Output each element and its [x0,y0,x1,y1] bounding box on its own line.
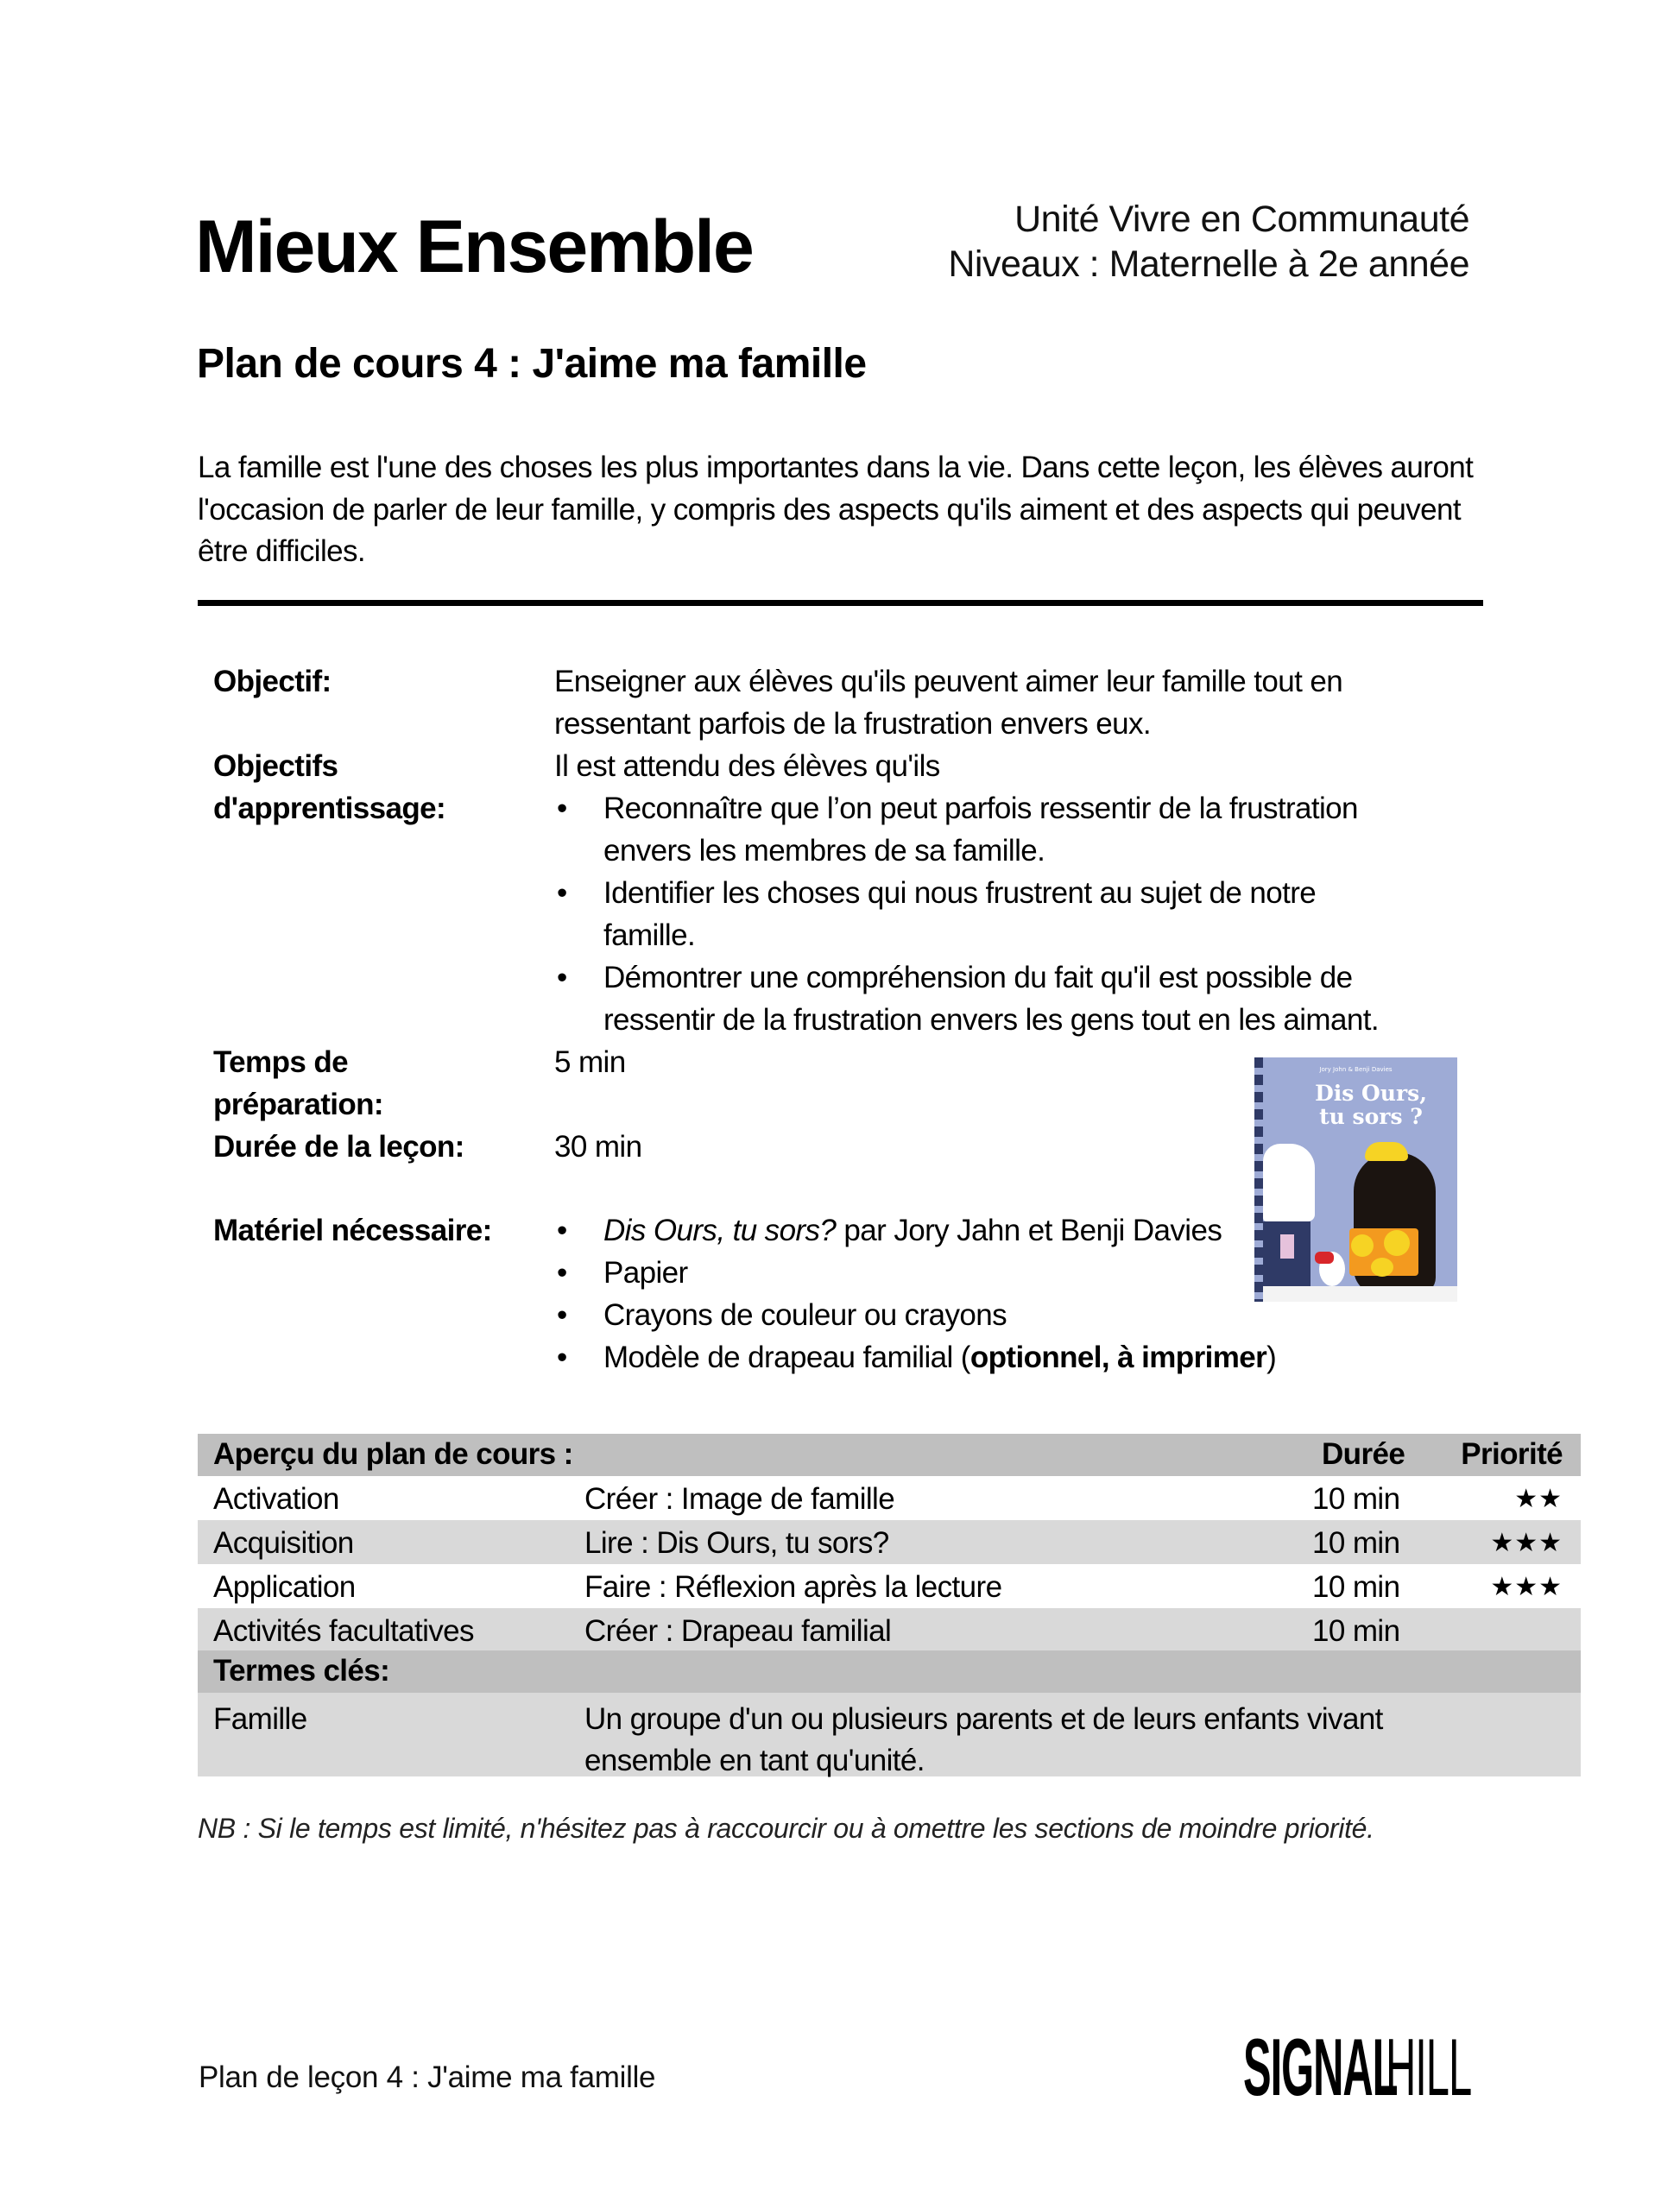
book-cover-title: Dis Ours, tu sors ? [1315,1081,1427,1129]
book-authors: Jory John & Benji Davies [1319,1066,1393,1073]
learning-intro: Il est attendu des élèves qu'ils [554,749,940,783]
prep-time-label-1: Temps de [213,1045,348,1079]
duration-cell: 10 min [1312,1614,1400,1648]
table-header-priority: Priorité [1461,1437,1563,1471]
phase-cell: Acquisition [213,1526,354,1560]
learning-objectives-label-1: Objectifs [213,749,338,783]
time-note: NB : Si le temps est limité, n'hésitez pas à raccourcir ou à omettre les sections de moindre priorité. [198,1813,1374,1844]
footer-lesson-label: Plan de leçon 4 : J'aime ma famille [199,2060,656,2094]
table-row [198,1476,1581,1520]
bullet-icon: • [557,792,567,825]
prep-time-value: 5 min [554,1045,626,1079]
lesson-overview-table [198,1434,1581,1776]
list-item-continuation: envers les membres de sa famille. [603,834,1045,868]
table-row [198,1608,1581,1650]
unit-name: Unité Vivre en Communauté [1014,199,1469,240]
signalhill-logo [1243,2022,1551,2112]
bullet-icon: • [557,1256,567,1290]
list-item: • Crayons de couleur ou crayons [554,1294,1276,1336]
priority-stars-icon: ★★ [1514,1484,1563,1514]
table-row [198,1520,1581,1564]
phase-cell: Activation [213,1482,339,1516]
priority-stars-icon: ★★★ [1490,1528,1563,1558]
definition-cell: Un groupe d'un ou plusieurs parents et de leurs enfants vivant ensemble en tant qu'unité. [584,1702,1383,1777]
logo-hill: HILL [1386,2022,1472,2112]
snowy-roof [1263,1144,1315,1221]
towel-dot [1351,1234,1374,1257]
list-item: • Identifier les choses qui nous frustrent au sujet de notre [554,872,1379,914]
term-cell: Famille [213,1702,307,1736]
prep-time-label-2: préparation: [213,1088,383,1121]
list-item: • Dis Ours, tu sors? par Jory Jahn et Benji Davies [554,1209,1276,1252]
learning-objectives-label-2: d'apprentissage: [213,792,446,825]
unit-info [948,197,1469,287]
logo-signal: SIGNAL [1243,2022,1398,2112]
objective-label: Objectif: [213,665,332,698]
phase-cell: Application [213,1570,356,1604]
list-item: • Papier [554,1252,1276,1294]
section-divider [198,600,1483,606]
house-window [1280,1234,1294,1259]
list-item: • Reconnaître que l’on peut parfois ressentir de la frustration [554,787,1379,830]
table-row [198,1564,1581,1608]
table-header-title: Aperçu du plan de cours : [213,1437,573,1471]
duration-cell: 10 min [1312,1570,1400,1604]
priority-stars-icon: ★★★ [1490,1572,1563,1602]
towel-dot [1384,1230,1410,1256]
learning-objectives-list [554,787,1379,1041]
chicken-scarf [1315,1252,1334,1264]
bullet-icon: • [557,1298,567,1332]
snow-ground [1263,1286,1457,1302]
list-item-continuation: ressentir de la frustration envers les gens tout en les aimant. [603,1003,1379,1037]
bullet-icon: • [557,876,567,910]
towel-dot [1371,1258,1393,1277]
duration-cell: 10 min [1312,1482,1400,1516]
bullet-icon: • [557,961,567,994]
lesson-duration-label: Durée de la leçon: [213,1130,464,1164]
duration-cell: 10 min [1312,1526,1400,1560]
bear-hat [1365,1142,1408,1161]
key-term-row [198,1693,1581,1776]
list-item-continuation: famille. [603,918,696,952]
key-terms-header-row [198,1650,1581,1693]
activity-cell: Faire : Réflexion après la lecture [584,1570,1002,1604]
materials-list [554,1209,1276,1379]
bullet-icon: • [557,1214,567,1247]
activity-cell: Créer : Image de famille [584,1482,895,1516]
intro-paragraph: La famille est l'une des choses les plus importantes dans la vie. Dans cette leçon, les élèves auront l'occasion de parler de leur famille, y compris des aspects qu'ils aiment et des aspects qui peuvent être difficiles. [198,451,1474,568]
bullet-icon: • [557,1341,567,1374]
list-item: • Modèle de drapeau familial (optionnel, à imprimer) [554,1336,1276,1379]
lesson-title: Plan de cours 4 : J'aime ma famille [197,341,867,387]
phase-cell: Activités facultatives [213,1614,474,1648]
materials-label: Matériel nécessaire: [213,1214,492,1247]
table-header-duration: Durée [1322,1437,1405,1471]
book-cover-image [1254,1057,1457,1302]
book-title: Dis Ours, tu sors? [603,1214,837,1247]
objective-line-2: ressentant parfois de la frustration envers eux. [554,707,1152,741]
table-header-row [198,1434,1581,1476]
book-spine-stripes [1254,1057,1263,1302]
activity-cell: Lire : Dis Ours, tu sors? [584,1526,889,1560]
key-terms-title: Termes clés: [213,1654,390,1688]
activity-cell: Créer : Drapeau familial [584,1614,892,1648]
lesson-duration-value: 30 min [554,1130,642,1164]
objective-line-1: Enseigner aux élèves qu'ils peuvent aimer leur famille tout en [554,665,1343,698]
grade-levels: Niveaux : Maternelle à 2e année [948,243,1469,285]
document-title: Mieux Ensemble [195,205,753,288]
list-item: • Démontrer une compréhension du fait qu'il est possible de [554,956,1379,999]
